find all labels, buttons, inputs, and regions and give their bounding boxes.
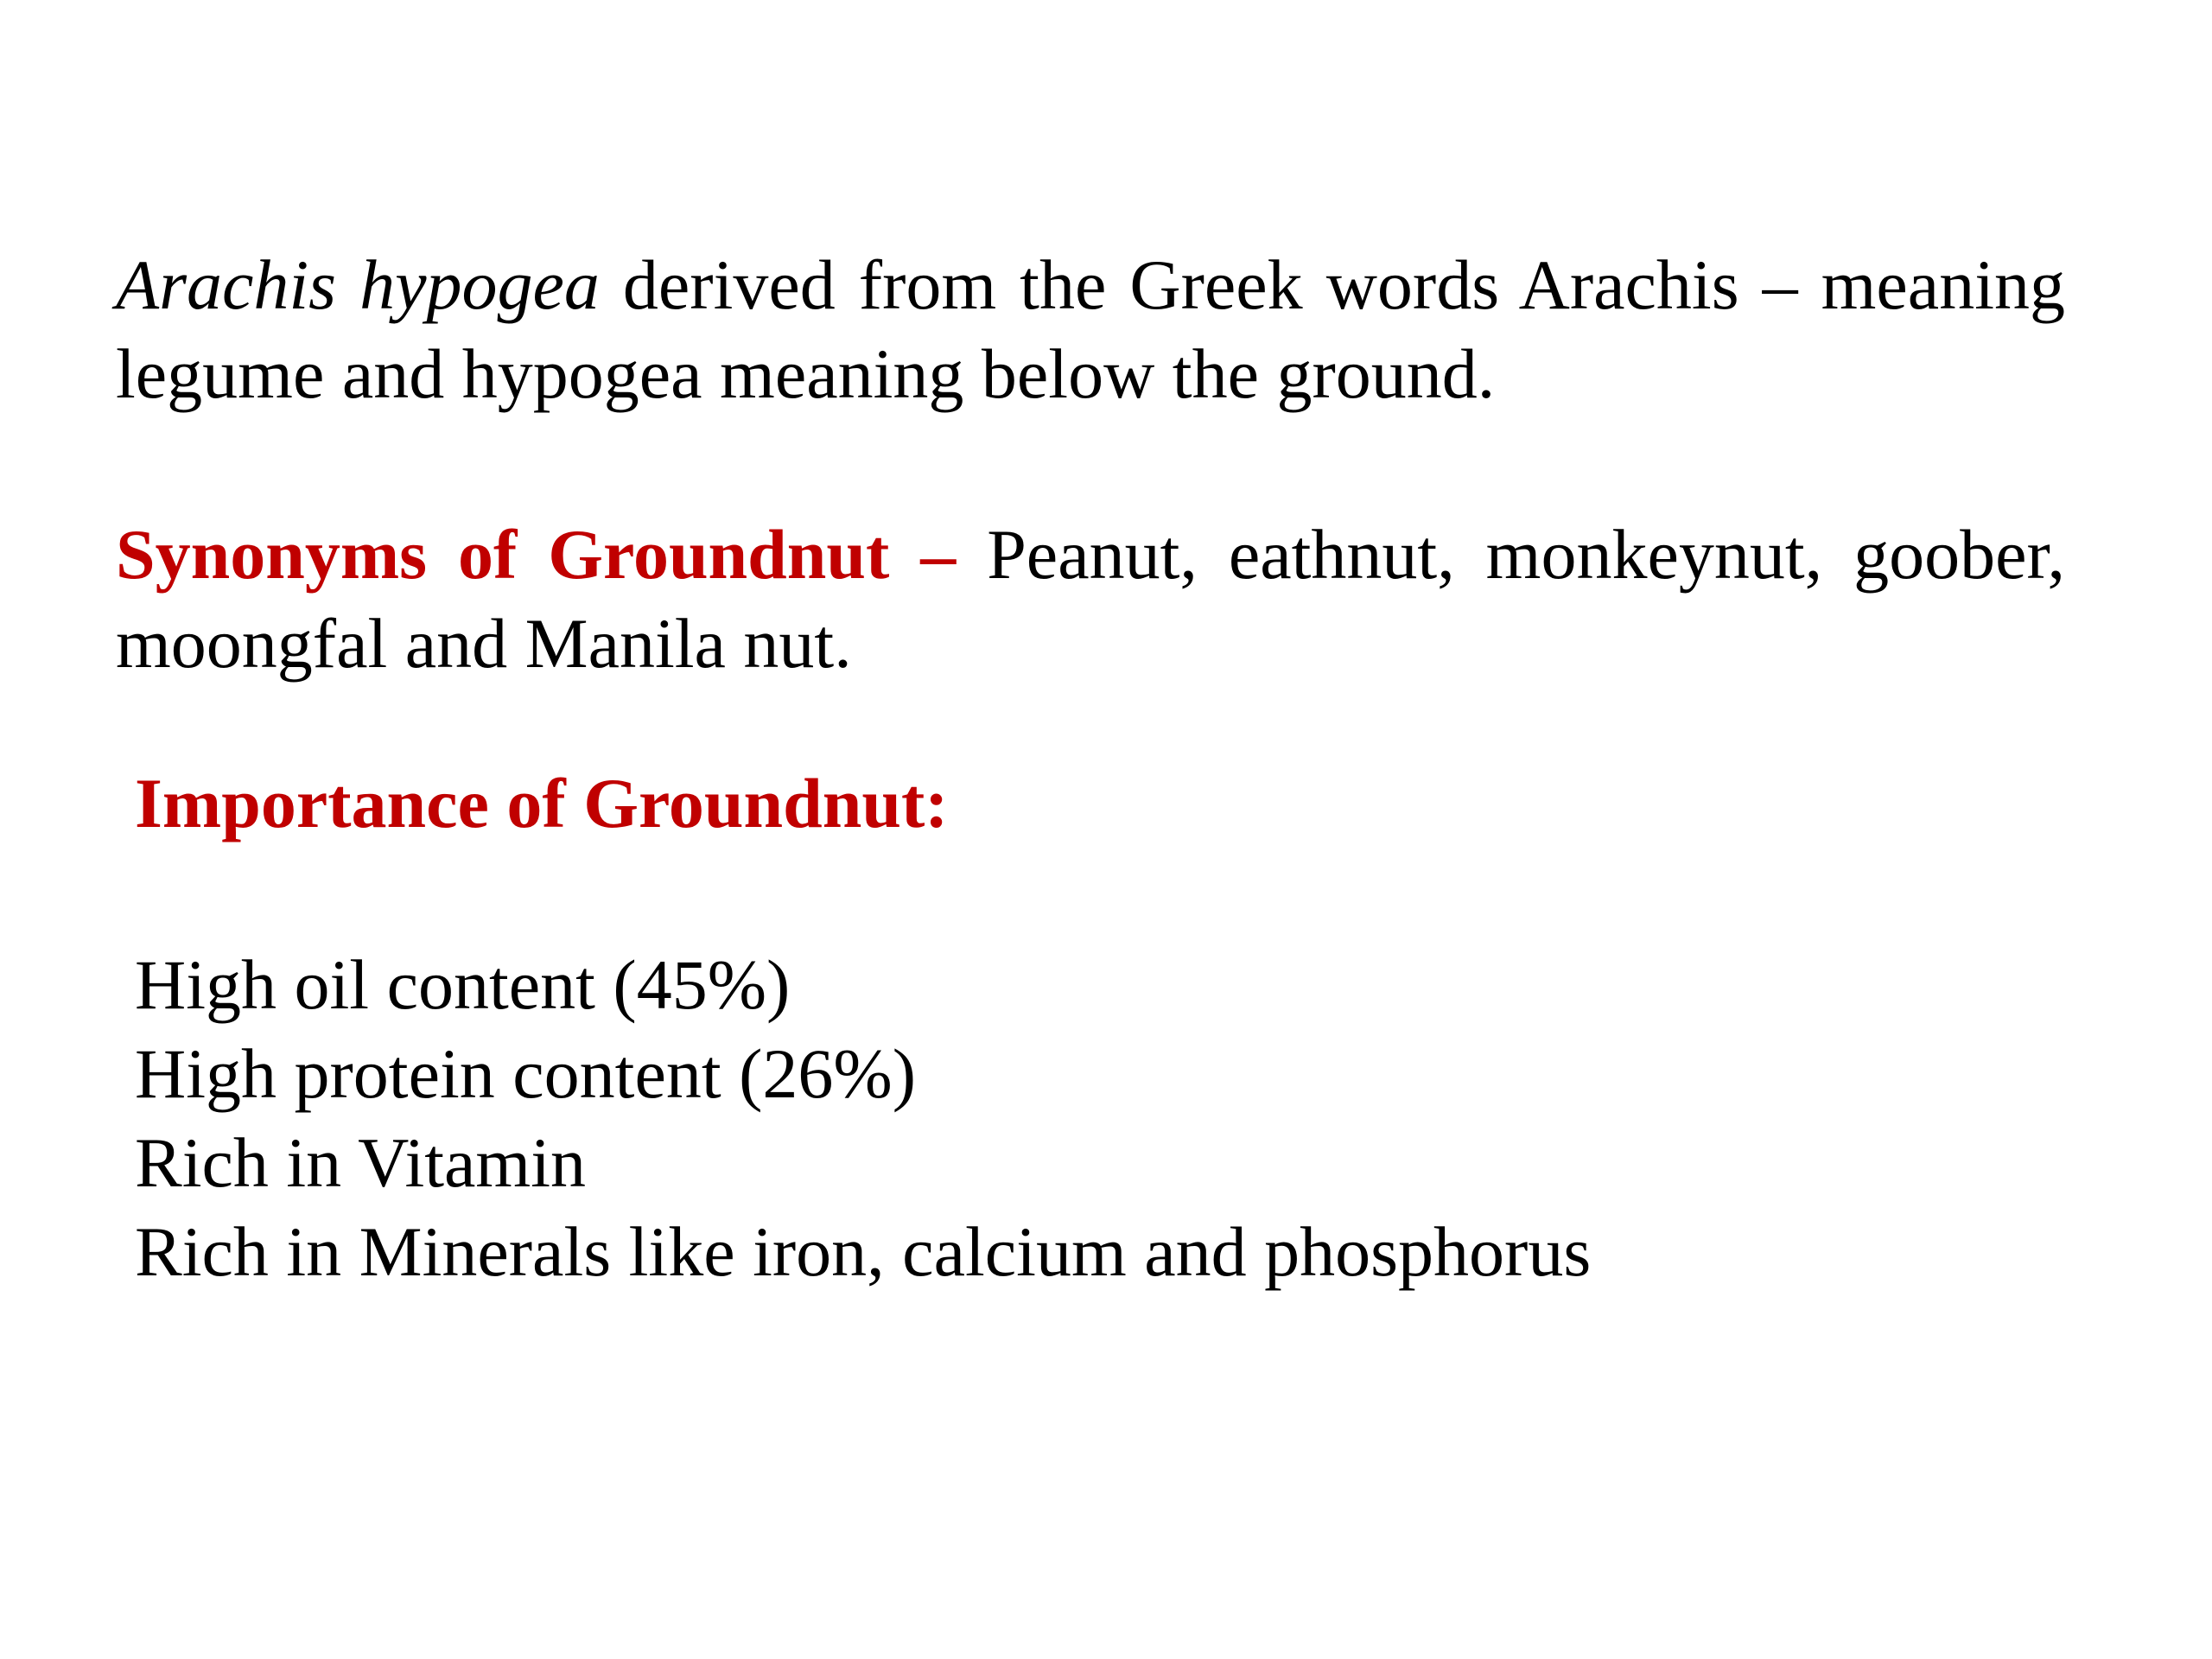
synonyms-label: Synonyms of Groundnut – [116,515,957,594]
intro-text: derived from the Greek words Arachis – meaning legume and hypogea meaning below the ground. [116,245,2065,413]
list-item: Rich in Vitamin [135,1123,586,1202]
list-item: High oil content (45%) [135,945,791,1024]
scientific-name: Arachis hypogea [116,245,600,324]
importance-heading: Importance of Groundnut: [135,764,949,842]
synonyms-text: Peanut, eathnut, monkeynut, goober, moongfal and Manila nut. [116,515,2065,683]
intro-paragraph [116,240,2065,418]
synonyms-paragraph [116,510,2065,688]
importance-list [135,940,1591,1296]
list-item: High protein content (26%) [135,1034,917,1113]
list-item: Rich in Minerals like iron, calcium and phosphorus [135,1212,1592,1291]
